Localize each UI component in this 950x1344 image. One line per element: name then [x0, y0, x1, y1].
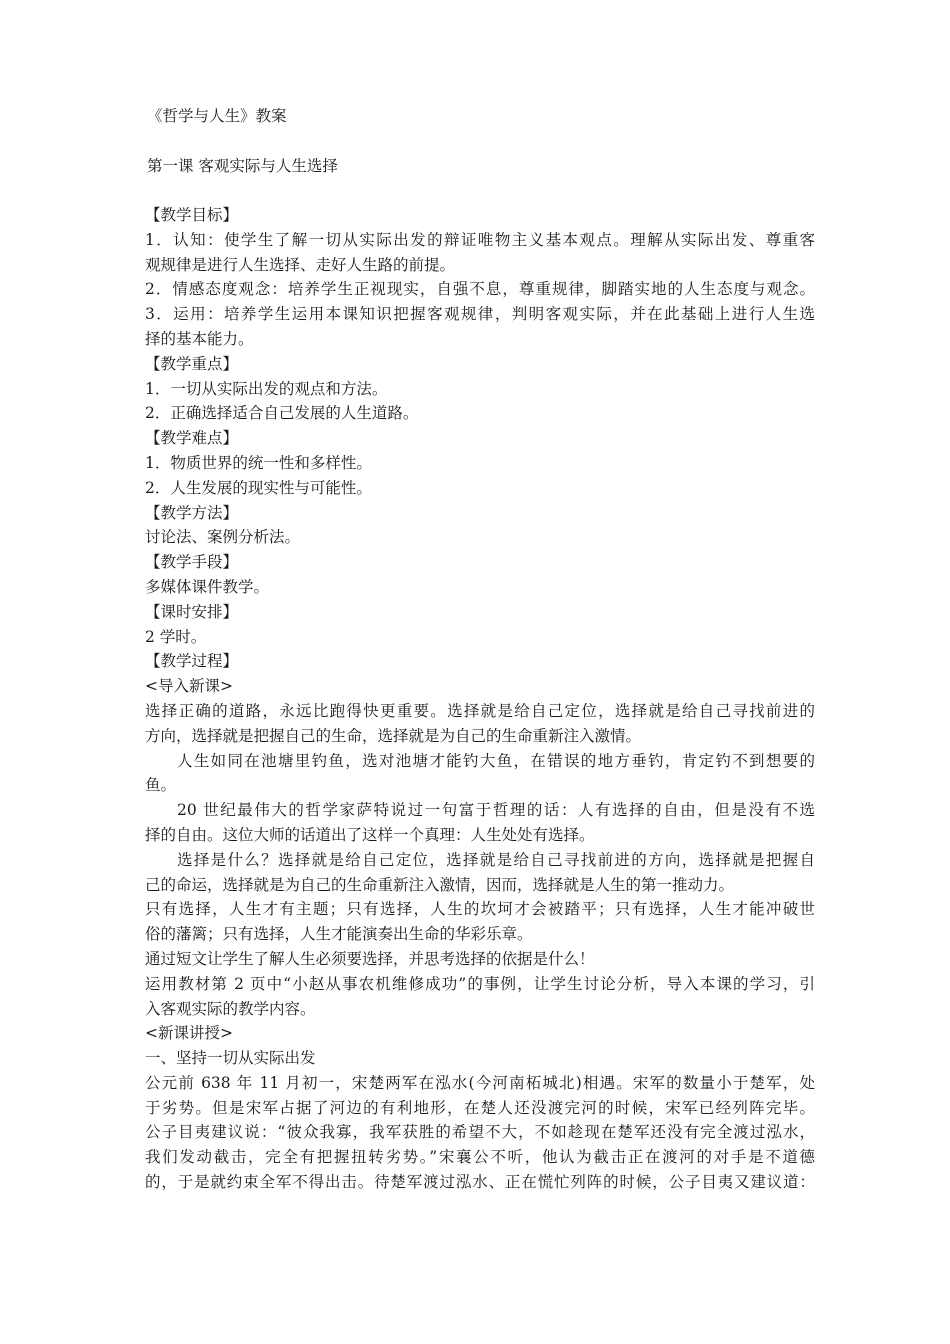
text-line: 【课时安排】	[145, 602, 239, 621]
text-line: 【教学重点】	[145, 354, 239, 373]
text-line: 【教学手段】	[145, 553, 239, 572]
text-line: 公子目夷建议说：“彼众我寡，我军获胜的希望不大，不如趁现在楚军还没有完全渡过泓水，	[145, 1123, 815, 1142]
text-line: 1．认知：使学生了解一切从实际出发的辩证唯物主义基本观点。理解从实际出发、尊重客	[145, 230, 815, 249]
text-line: 我们发动截击，完全有把握扭转劣势。”宋襄公不听，他认为截击正在渡河的对手是不道德	[145, 1148, 815, 1167]
text-line: 【教学目标】	[145, 206, 239, 224]
text-line: 【教学难点】	[145, 429, 239, 448]
text-line: 一、坚持一切从实际出发	[145, 1049, 316, 1068]
text-line: 1．物质世界的统一性和多样性。	[145, 453, 372, 472]
text-line: 于劣势。但是宋军占据了河边的有利地形，在楚人还没渡完河的时候，宋军已经列阵完毕。	[145, 1098, 815, 1117]
document-body	[145, 203, 815, 1195]
text-line: 2 学时。	[145, 627, 207, 646]
text-line: 鱼。	[145, 776, 177, 795]
text-line: 只有选择，人生才有主题；只有选择，人生的坎坷才会被踏平；只有选择，人生才能冲破世	[145, 900, 815, 919]
text-line: 【教学方法】	[145, 503, 239, 522]
text-line: 2．人生发展的现实性与可能性。	[145, 478, 372, 497]
text-line: 多媒体课件教学。	[145, 577, 270, 596]
text-line: 20 世纪最伟大的哲学家萨特说过一句富于哲理的话：人有选择的自由，但是没有不选	[177, 801, 815, 820]
text-line: 入客观实际的教学内容。	[145, 999, 316, 1018]
text-line: 择的基本能力。	[145, 329, 254, 348]
text-line: 2．正确选择适合自己发展的人生道路。	[145, 404, 419, 423]
text-line: <导入新课>	[145, 677, 233, 696]
text-line: 通过短文让学生了解人生必须要选择，并思考选择的依据是什么！	[145, 949, 595, 968]
text-line: 己的命运，选择就是为自己的生命重新注入激情，因而，选择就是人生的第一推动力。	[145, 875, 735, 894]
text-line: 讨论法、案例分析法。	[145, 528, 301, 547]
text-line: 2．情感态度观念：培养学生正视现实，自强不息，尊重规律，脚踏实地的人生态度与观念。	[145, 280, 815, 299]
text-line: 公元前 638 年 11 月初一，宋楚两军在泓水(今河南柘城北)相遇。宋军的数量小于楚军，处	[145, 1073, 815, 1092]
text-line: 方向，选择就是把握自己的生命，选择就是为自己的生命重新注入激情。	[145, 726, 642, 745]
document-title: 《哲学与人生》教案	[147, 107, 287, 125]
text-line: 俗的藩篱；只有选择，人生才能演奏出生命的华彩乐章。	[145, 925, 533, 944]
lesson-title: 第一课 客观实际与人生选择	[147, 157, 338, 175]
text-line: 选择是什么？选择就是给自己定位，选择就是给自己寻找前进的方向，选择就是把握自	[177, 850, 815, 869]
text-line: 选择正确的道路，永远比跑得快更重要。选择就是给自己定位，选择就是给自己寻找前进的	[145, 701, 815, 720]
text-line: 人生如同在池塘里钓鱼，选对池塘才能钓大鱼，在错误的地方垂钓，肯定钓不到想要的	[177, 751, 815, 770]
text-line: 1．一切从实际出发的观点和方法。	[145, 379, 388, 398]
text-line: 【教学过程】	[145, 652, 239, 671]
text-line: 择的自由。这位大师的话道出了这样一个真理：人生处处有选择。	[145, 825, 595, 844]
text-line: 3．运用：培养学生运用本课知识把握客观规律，判明客观实际，并在此基础上进行人生选	[145, 305, 815, 324]
text-line: 的，于是就约束全军不得出击。待楚军渡过泓水、正在慌忙列阵的时候，公子目夷又建议道：	[145, 1173, 815, 1192]
text-line: 运用教材第 2 页中“小赵从事农机维修成功”的事例，让学生讨论分析，导入本课的学习，引	[145, 974, 815, 993]
text-line: 观规律是进行人生选择、走好人生路的前提。	[145, 255, 456, 274]
text-line: <新课讲授>	[145, 1024, 233, 1043]
